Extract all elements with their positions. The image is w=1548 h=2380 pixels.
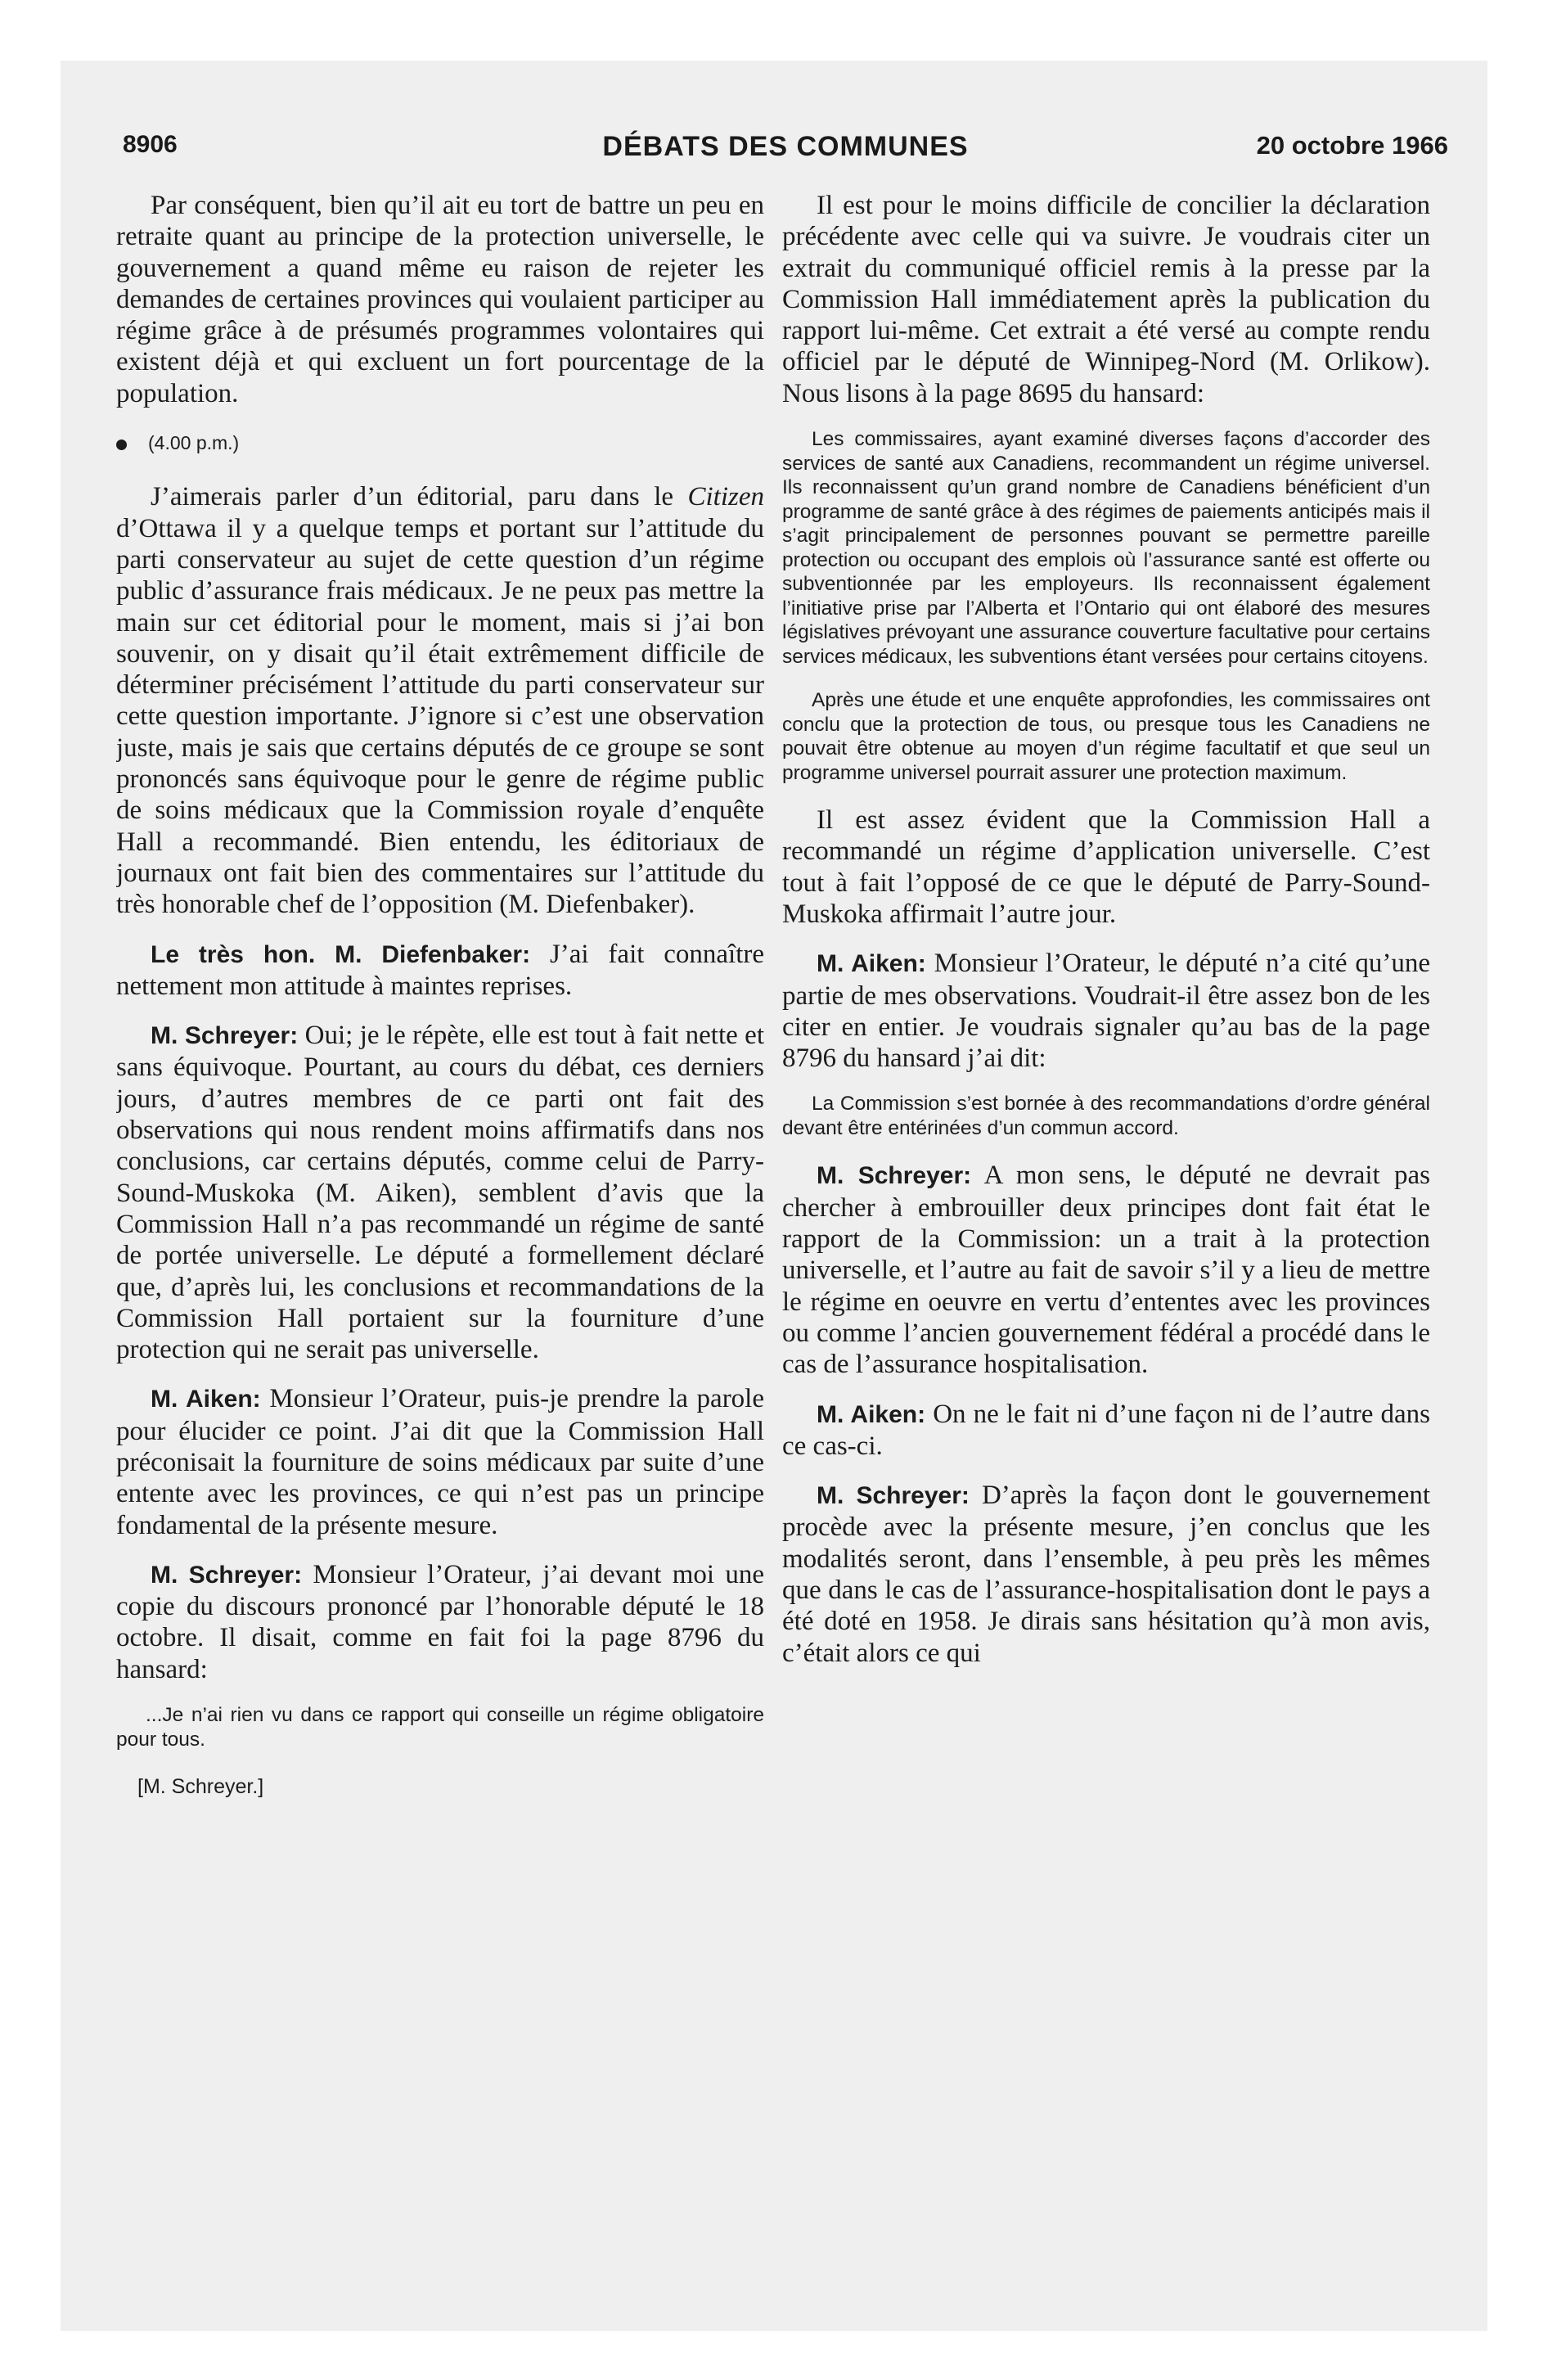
- block-quote: La Commission s’est bornée à des recommandations d’ordre général devant être entérinées d’un commun accord.: [782, 1093, 1430, 1139]
- paragraph: [116, 481, 764, 920]
- speech: [116, 939, 764, 1003]
- time-marker-text: (4.00 p.m.): [148, 432, 240, 454]
- speech: [782, 1399, 1430, 1463]
- left-column: [116, 190, 764, 2252]
- speech-text: J’ai fait connaître nettement mon attitude à maintes reprises.: [116, 939, 764, 1001]
- block-quote: Après une étude et une enquête approfondies, les commissaires ont conclu que la protection de tous, ou presque tous les Canadiens ne pouvait être obtenue au moyen d’un régime facultatif et que seul un programme universel pourrait assurer une protection maximum.: [782, 689, 1430, 784]
- page-title: DÉBATS DES COMMUNES: [602, 131, 969, 162]
- bullet-icon: [116, 439, 127, 450]
- speaker-name: M. Schreyer:: [151, 1561, 303, 1589]
- speech-text: Monsieur l’Orateur, puis-je prendre la parole pour élucider ce point. J’ai dit que la Commission Hall préconisait la fourniture de soins médicaux par suite d’une entente avec les provinces, ce qui n’est pas un principe fondamental de la présente mesure.: [116, 1384, 764, 1540]
- speech-text: Monsieur l’Orateur, le député n’a cité qu’une partie de mes observations. Voudrait-il être assez bon de les citer en entier. Je voudrais signaler qu’au bas de la page 8796 du hansard j’ai dit:: [782, 949, 1430, 1074]
- speaker-name: M. Aiken:: [151, 1386, 261, 1413]
- newspaper-name: Citizen: [687, 482, 764, 512]
- paragraph: Par conséquent, bien qu’il ait eu tort de battre un peu en retraite quant au principe de la protection universelle, le gouvernement a quand même eu raison de rejeter les demandes de certaines provinces qui voulaient participer au régime grâce à de présumés programmes volontaires qui existent déjà et qui excluent un fort pourcentage de la population.: [116, 191, 764, 408]
- speaker-name: M. Schreyer:: [151, 1022, 299, 1050]
- paragraph-text: J’aimerais parler d’un éditorial, paru dans le: [151, 482, 688, 512]
- speech: [782, 1160, 1430, 1380]
- speaker-name: M. Aiken:: [817, 1400, 926, 1428]
- paragraph: Il est pour le moins difficile de concilier la déclaration précédente avec celle qui va suivre. Je voudrais citer un extrait du communiqué officiel remis à la presse par la Commission Hall immédiatement après la publication du rapport lui-même. Cet extrait a été versé au compte rendu officiel par le député de Winnipeg-Nord (M. Orlikow). Nous lisons à la page 8695 du hansard:: [782, 191, 1430, 408]
- paragraph: Il est assez évident que la Commission Hall a recommandé un régime d’application universelle. C’est tout à fait l’opposé de ce que le député de Parry-Sound-Muskoka affirmait l’autre jour.: [782, 805, 1430, 929]
- page-number: 8906: [123, 131, 178, 158]
- speech-text: Oui; je le répète, elle est tout à fait nette et sans équivoque. Pourtant, au cours du débat, ces derniers jours, d’autres membres de ce parti ont fait des observations qui nous rendent moins affirmatifs dans nos conclusions, car certains députés, comme celui de Parry-Sound-Muskoka (M. Aiken), semblent d’avis que la Commission Hall n’a pas recommandé un régime de santé de portée universelle. Le député a formellement déclaré que, d’après lui, les conclusions et recommandations de la Commission Hall portaient sur la fourniture d’une protection qui ne serait pas universelle.: [116, 1021, 764, 1365]
- speaker-signature: [M. Schreyer.]: [137, 1775, 264, 1799]
- block-quote: Les commissaires, ayant examiné diverses façons d’accorder des services de santé aux Canadiens, recommandent un régime universel. Ils reconnaissent qu’un grand nombre de Canadiens bénéficient d’un programme de santé grâce à des régimes de paiements anticipés mais il s’agit principalement de personnes pouvant se permettre pareille protection ou occupant des emplois où l’assurance santé est offerte ou subventionnée par les employeurs. Ils reconnaissent également l’initiative prise par l’Alberta et l’Ontario qui ont élaboré des mesures législatives prévoyant une assurance couverture facultative pour certains services médicaux, les subventions étant versées pour certains citoyens.: [782, 428, 1430, 668]
- speech: [116, 1559, 764, 1685]
- speech-text: Monsieur l’Orateur, j’ai devant moi une copie du discours prononcé par l’honorable député le 18 octobre. Il disait, comme en fait foi la page 8796 du hansard:: [116, 1559, 764, 1684]
- page-header: [123, 131, 1448, 177]
- right-column: [782, 190, 1430, 2252]
- speech: [116, 1383, 764, 1540]
- speech: [116, 1020, 764, 1365]
- block-quote: ...Je n’ai rien vu dans ce rapport qui conseille un régime obligatoire pour tous.: [116, 1704, 764, 1751]
- speaker-name: M. Schreyer:: [817, 1162, 972, 1190]
- speaker-name: Le très hon. M. Diefenbaker:: [151, 940, 531, 968]
- speech-text: A mon sens, le député ne devrait pas chercher à embrouiller deux principes dont fait état le rapport de la Commission: un a trait à la protection universelle, et l’autre au fait de savoir s’il y a lieu de mettre le régime en oeuvre en vertu d’ententes avec les provinces ou comme l’ancien gouvernement fédéral a procédé dans le cas de l’assurance hospitalisation.: [782, 1161, 1430, 1380]
- time-marker: [116, 427, 764, 458]
- speech: [782, 1480, 1430, 1669]
- speech: [782, 948, 1430, 1074]
- speech-text: D’après la façon dont le gouvernement procède avec la présente mesure, j’en conclus que les modalités seront, dans l’ensemble, à peu près les mêmes que dans le cas de l’assurance-hospitalisation dont le pays a été doté en 1958. Je dirais sans hésitation qu’à mon avis, c’était alors ce qui: [782, 1481, 1430, 1668]
- speech-text: On ne le fait ni d’une façon ni de l’autre dans ce cas-ci.: [782, 1399, 1430, 1461]
- page-date: 20 octobre 1966: [1256, 131, 1448, 160]
- speaker-name: M. Schreyer:: [817, 1482, 970, 1510]
- paragraph-text: d’Ottawa il y a quelque temps et portant sur l’attitude du parti conservateur au sujet de cette question d’un régime public d’assurance frais médicaux. Je ne peux pas mettre la main sur cet éditorial pour le moment, mais si j’ai bon souvenir, on y disait qu’il était extrêmement difficile de déterminer précisément l’attitude du parti conservateur sur cette question importante. J’ignore si c’est une observation juste, mais je sais que certains députés de ce groupe se sont prononcés sans équivoque pour le genre de régime public de soins médicaux que la Commission royale d’enquête Hall a recommandé. Bien entendu, les éditoriaux de journaux ont fait bien des commentaires sur l’attitude du très honorable chef de l’opposition (M. Diefenbaker).: [116, 513, 764, 920]
- speaker-name: M. Aiken:: [817, 950, 926, 978]
